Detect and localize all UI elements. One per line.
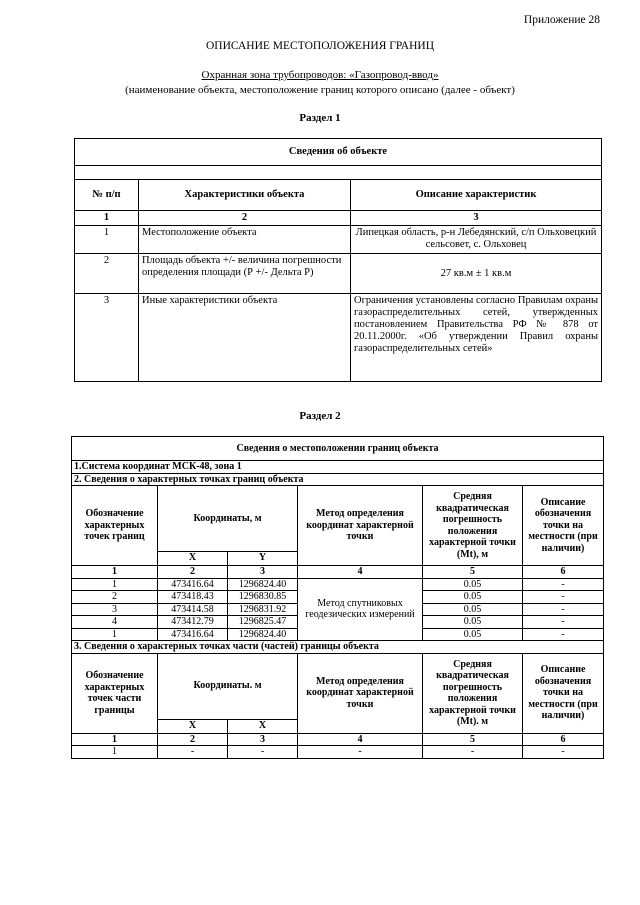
object-info-table — [74, 138, 602, 382]
table-row — [72, 578, 604, 591]
index-cell: 2 — [158, 733, 228, 746]
point-x: 473414.58 — [158, 603, 228, 616]
coord-system: 1.Система координат МСК-48, зона 1 — [72, 461, 604, 474]
row-char: Иные характеристики объекта — [139, 294, 351, 382]
section2-heading: Раздел 2 — [299, 410, 341, 422]
point-y: 1296825.47 — [228, 616, 298, 629]
col-y-header: Y — [228, 552, 298, 566]
point-descr: - — [523, 628, 604, 641]
object-note: (наименование объекта, местоположение границ которого описано (далее - объект) — [125, 84, 515, 96]
p3-col-point-header: Обозначение характерных точек части границы — [72, 653, 158, 733]
point-name: 3 — [72, 603, 158, 616]
index-cell: 5 — [423, 566, 523, 579]
point-x: 473416.64 — [158, 578, 228, 591]
section1-heading: Раздел 1 — [299, 112, 341, 124]
p3-col-coords-header: Координаты. м — [158, 653, 298, 719]
point-mt: 0.05 — [423, 591, 523, 604]
object-info-title: Сведения об объекте — [75, 139, 602, 166]
point-mt: 0.05 — [423, 616, 523, 629]
index-cell: 3 — [351, 211, 602, 226]
point-descr: - — [523, 603, 604, 616]
point-descr: - — [523, 591, 604, 604]
index-cell: 6 — [523, 733, 604, 746]
object-name — [0, 69, 640, 81]
table-row — [72, 746, 604, 759]
table-row — [75, 226, 602, 254]
p3-col-method-header: Метод определения координат характерной точки — [298, 653, 423, 733]
index-cell: 1 — [75, 211, 139, 226]
boundary-table-title: Сведения о местоположении границ объекта — [72, 437, 604, 461]
point-mt: 0.05 — [423, 603, 523, 616]
p3-cell: 1 — [72, 746, 158, 759]
table-row — [75, 254, 602, 294]
point-mt: 0.05 — [423, 578, 523, 591]
point-x: 473412.79 — [158, 616, 228, 629]
point-x: 473418.43 — [158, 591, 228, 604]
point-name: 1 — [72, 578, 158, 591]
col-point-header: Обозначение характерных точек границ — [72, 486, 158, 566]
object-name-text: Охранная зона трубопроводов: «Газопровод-ввод» — [201, 69, 439, 81]
point-descr: - — [523, 578, 604, 591]
p3-col-descr-header: Описание обозначения точки на местности (при наличии) — [523, 653, 604, 733]
point-x: 473416.64 — [158, 628, 228, 641]
index-cell: 5 — [423, 733, 523, 746]
boundary-table — [71, 436, 604, 759]
p3-cell: - — [523, 746, 604, 759]
row-desc: Липецкая область, р-н Лебедянский, с/п Ольховецкий сельсовет, с. Ольховец — [351, 226, 602, 254]
col-char-header: Характеристики объекта — [139, 180, 351, 211]
row-char: Местоположение объекта — [139, 226, 351, 254]
p3-cell: - — [158, 746, 228, 759]
part3-title: 3. Сведения о характерных точках части (частей) границы объекта — [72, 641, 604, 654]
point-name: 2 — [72, 591, 158, 604]
col-x-header: X — [158, 552, 228, 566]
index-cell: 2 — [158, 566, 228, 579]
p3-cell: - — [298, 746, 423, 759]
point-y: 1296824.40 — [228, 578, 298, 591]
row-char: Площадь объекта +/- величина погрешности определения площади (Р +/- Дельта Р) — [139, 254, 351, 294]
p3-col-x2-header: X — [228, 719, 298, 733]
col-mt-header: Средняя квадратическая погрешность положения характерной точки (Mt), м — [423, 486, 523, 566]
row-desc: Ограничения установлены согласно Правилам охраны газораспределительных сетей, утвержденных постановлением Правительства РФ № 878 от 20.11.2000г. «Об утверждении Правил охраны газораспределительных сетей» — [351, 294, 602, 382]
point-mt: 0.05 — [423, 628, 523, 641]
method-cell: Метод спутниковых геодезических измерений — [298, 578, 423, 641]
point-y: 1296824.40 — [228, 628, 298, 641]
point-descr: - — [523, 616, 604, 629]
col-method-header: Метод определения координат характерной точки — [298, 486, 423, 566]
col-coords-header: Координаты, м — [158, 486, 298, 552]
appendix-label: Приложение 28 — [523, 14, 600, 26]
index-cell: 4 — [298, 733, 423, 746]
index-cell: 3 — [228, 566, 298, 579]
point-y: 1296831.92 — [228, 603, 298, 616]
col-descr-header: Описание обозначения точки на местности (при наличии) — [523, 486, 604, 566]
index-cell: 1 — [72, 566, 158, 579]
p3-col-mt-header: Средняя квадратическая погрешность положения характерной точки (Mt). м — [423, 653, 523, 733]
point-name: 4 — [72, 616, 158, 629]
index-cell: 4 — [298, 566, 423, 579]
spacer-row — [75, 166, 602, 180]
row-num: 2 — [75, 254, 139, 294]
point-name: 1 — [72, 628, 158, 641]
col-num-header: № п/п — [75, 180, 139, 211]
index-cell: 6 — [523, 566, 604, 579]
index-cell: 3 — [228, 733, 298, 746]
index-cell: 1 — [72, 733, 158, 746]
index-cell: 2 — [139, 211, 351, 226]
part2-title: 2. Сведения о характерных точках границ объекта — [72, 473, 604, 486]
row-desc: 27 кв.м ± 1 кв.м — [351, 254, 602, 294]
document-title: ОПИСАНИЕ МЕСТОПОЛОЖЕНИЯ ГРАНИЦ — [205, 40, 435, 52]
row-num: 3 — [75, 294, 139, 382]
row-num: 1 — [75, 226, 139, 254]
point-y: 1296830.85 — [228, 591, 298, 604]
col-desc-header: Описание характеристик — [351, 180, 602, 211]
table-row — [75, 294, 602, 382]
p3-col-x1-header: X — [158, 719, 228, 733]
p3-cell: - — [228, 746, 298, 759]
p3-cell: - — [423, 746, 523, 759]
